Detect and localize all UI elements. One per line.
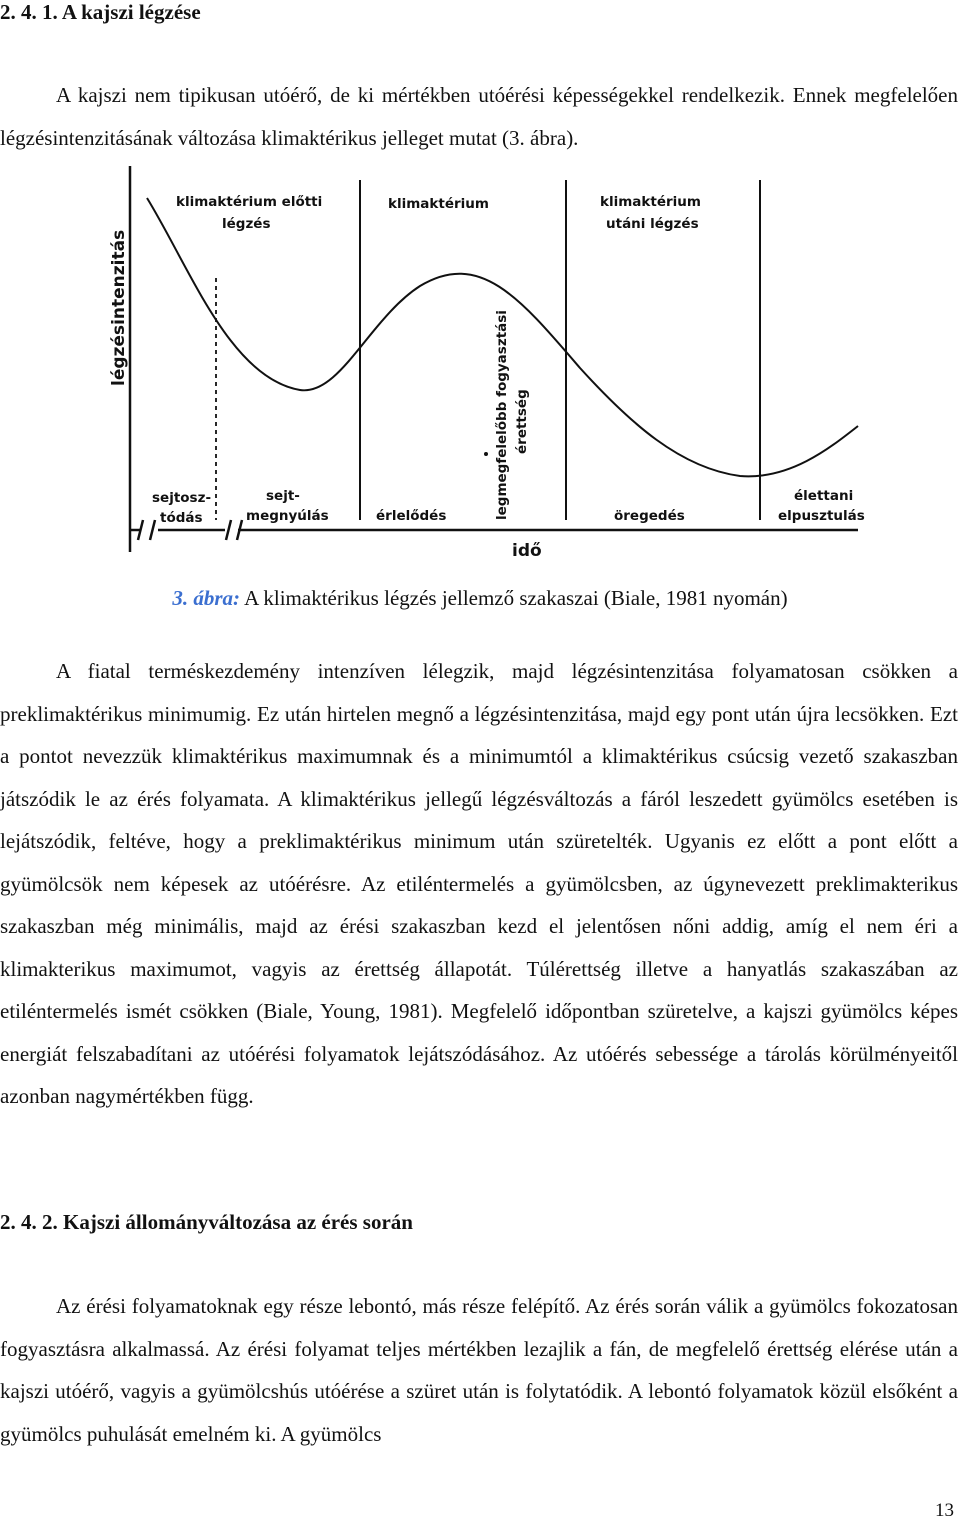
stage-death-1: élettani [794,488,854,504]
stage-death-2: elpusztulás [778,508,865,524]
phase-label-climacteric: klimaktérium [388,196,489,212]
page-number: 13 [935,1500,954,1521]
caption-text: A klimaktérikus légzés jellemző szakaszai (Biale, 1981 nyomán) [240,586,788,610]
axis-break-mark [226,520,231,540]
x-axis-label: idő [512,541,542,561]
body-paragraph-2-text: Az érési folyamatoknak egy része lebontó, más része felépítő. Az érés során válik a gyümölcs fokozatosan fogyasztásra alkalmassá. Az érési folyamat teljes mértékben lezajlik a fán, de megfelelő érettség elérése után a kajszi utóérő, vagyis a gyümölcshús utóérése a szüret után is folytatódik. A lebontó folyamatok közül elsőként a gyümölcs puhulását emelném ki. A gyümölcs [0,1294,958,1446]
figure-caption [0,586,960,611]
intro-paragraph [0,74,958,159]
intro-text: A kajszi nem tipikusan utóérő, de ki mértékben utóérési képességekkel rendelkezik. Ennek megfelelően légzésintenzitásának változása klimaktérikus jelleget mutat (3. ábra). [0,83,958,150]
axis-break-mark [150,520,155,540]
body-paragraph-1-text: A fiatal terméskezdemény intenzíven lélegzik, majd légzésintenzitása folyamatosan csökken a preklimaktérikus minimumig. Ez után hirtelen megnő a légzésintenzitása, majd egy pont után újra lecsökken. Ezt a pontot nevezzük klimaktérikus maximumnak és a minimumtól a klimaktérikus csúcsig vezető szakaszban játszódik le az érés folyamata. A klimaktérikus jellegű légzésváltozás a fáról leszedett gyümölcs esetében is lejátszódik, feltéve, hogy a preklimaktérikus minimum után szüretelték. Ugyanis ez előtt a pont előtt a gyümölcsök nem képesek az utóérésre. Az etiléntermelés a gyümölcsben, az úgynevezett preklimakterikus szakaszban még minimális, majd az érési szakaszban kezd el jelentősen nőni addig, amíg el nem éri a klimakterikus maximumot, vagyis az érettség állapotát. Túlérettség illetve a hanyatlás szakaszában az etiléntermelés ismét csökken (Biale, Young, 1981). Megfelelő időpontban szüretelve, a kajszi gyümölcs képes energiát felszabadítani az utóérési folyamatok lejátszódásához. Az utóérés sebessége a tárolás körülményeitől azonban nagymértékben függ. [0,659,958,1108]
phase-label-post-2: utáni légzés [606,216,699,232]
phase-label-pre-2: légzés [222,216,271,232]
respiration-figure [0,158,960,578]
stage-cell-enlargement-1: sejt- [266,488,300,504]
vertical-label-2: érettség [514,389,530,454]
stage-cell-enlargement-2: megnyúlás [246,508,329,524]
respiration-chart [0,158,960,578]
body-paragraph-1 [0,650,958,1118]
section-heading-1: 2. 4. 1. A kajszi légzése [0,0,201,24]
ripeness-marker [484,452,488,456]
phase-label-post-1: klimaktérium [600,194,701,210]
y-axis-label: légzésintenzitás [109,229,129,386]
caption-number: 3. ábra: [172,586,241,610]
stage-aging: öregedés [614,508,685,524]
stage-cell-division-1: sejtosz- [152,490,212,506]
body-paragraph-2 [0,1285,958,1455]
section-heading-2: 2. 4. 2. Kajszi állományváltozása az érés során [0,1210,413,1234]
stage-maturation: érlelődés [376,508,447,524]
phase-label-pre-1: klimaktérium előtti [176,194,323,210]
vertical-label-1: legmegfelelőbb fogyasztási [494,310,510,520]
stage-cell-division-2: tódás [160,510,203,526]
